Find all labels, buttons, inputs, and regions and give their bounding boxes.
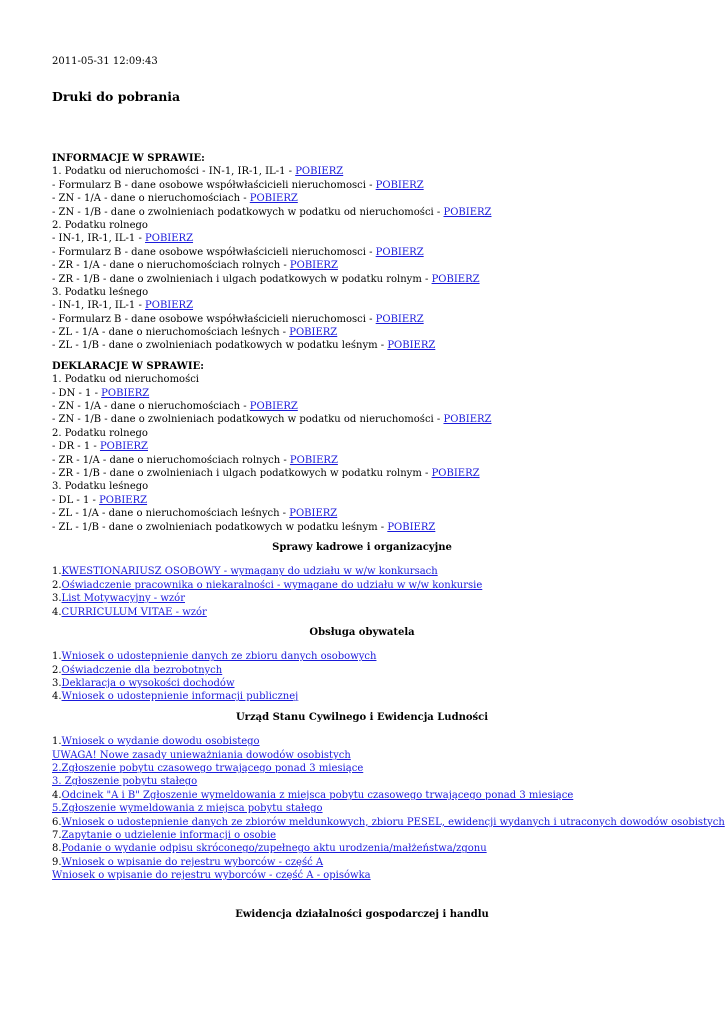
kadry-item bbox=[52, 565, 672, 578]
informacje-item-text: - ZN - 1/B - dane o zwolnieniach podatkowych w podatku od nieruchomości - bbox=[52, 206, 444, 218]
usc-item-link[interactable]: Zapytanie o udzielenie informacji o osobie bbox=[61, 829, 277, 841]
usc-item bbox=[52, 869, 672, 882]
deklaracje-heading: DEKLARACJE W SPRAWIE: bbox=[52, 360, 204, 372]
deklaracje-item-text: - ZL - 1/A - dane o nieruchomościach leśnych - bbox=[52, 508, 290, 520]
deklaracje-item bbox=[52, 454, 672, 467]
informacje-item bbox=[52, 232, 672, 245]
usc-item-link[interactable]: Odcinek "A i B" Zgłoszenie wymeldowania z miejsca pobytu czasowego trwającego ponad 3 miesiące bbox=[61, 789, 574, 801]
informacje-item-text: - IN-1, IR-1, IL-1 - bbox=[52, 300, 146, 312]
informacje-item bbox=[52, 326, 672, 339]
deklaracje-item bbox=[52, 387, 672, 400]
informacje-item bbox=[52, 286, 672, 299]
deklaracje-item bbox=[52, 440, 672, 453]
informacje-item-link[interactable]: POBIERZ bbox=[145, 300, 194, 312]
deklaracje-item bbox=[52, 427, 672, 440]
deklaracje-item-text: - DN - 1 - bbox=[52, 387, 102, 399]
obsluga-item-text: 1. bbox=[52, 651, 62, 663]
deklaracje-item-text: - ZR - 1/B - dane o zwolnieniach i ulgach podatkowych w podatku rolnym - bbox=[52, 467, 432, 479]
kadry-item bbox=[52, 579, 672, 592]
content bbox=[52, 152, 725, 921]
informacje-item-link[interactable]: POBIERZ bbox=[375, 179, 424, 191]
informacje-item bbox=[52, 259, 672, 272]
kadry-item-text: 2. bbox=[52, 579, 62, 591]
deklaracje-item-text: - ZN - 1/A - dane o nieruchomościach - bbox=[52, 401, 250, 413]
obsluga-item-link[interactable]: Deklaracja o wysokości dochodów bbox=[61, 678, 235, 690]
usc-item-link[interactable]: 5.Zgłoszenie wymeldowania z miejsca pobytu stałego bbox=[52, 803, 323, 815]
deklaracje-item-text: - ZN - 1/B - dane o zwolnieniach podatkowych w podatku od nieruchomości - bbox=[52, 414, 444, 426]
deklaracje-item-link[interactable]: POBIERZ bbox=[443, 414, 492, 426]
deklaracje-item bbox=[52, 494, 672, 507]
informacje-item-text: 1. Podatku od nieruchomości - IN-1, IR-1, IL-1 - bbox=[52, 166, 296, 178]
informacje-item-text: - ZL - 1/B - dane o zwolnieniach podatkowych w podatku leśnym - bbox=[52, 340, 388, 352]
informacje-item-link[interactable]: POBIERZ bbox=[295, 166, 344, 178]
informacje-item bbox=[52, 179, 672, 192]
deklaracje-item-link[interactable]: POBIERZ bbox=[249, 401, 298, 413]
informacje-item-link[interactable]: POBIERZ bbox=[443, 206, 492, 218]
informacje-item-text: 2. Podatku rolnego bbox=[52, 219, 148, 231]
usc-item bbox=[52, 802, 672, 815]
informacje-item bbox=[52, 165, 672, 178]
obsluga-item bbox=[52, 690, 672, 703]
informacje-item-link[interactable]: POBIERZ bbox=[249, 193, 298, 205]
informacje-item bbox=[52, 299, 672, 312]
obsluga-item-text: 4. bbox=[52, 691, 62, 703]
deklaracje-item bbox=[52, 413, 672, 426]
deklaracje-item-text: - ZL - 1/B - dane o zwolnieniach podatkowych w podatku leśnym - bbox=[52, 521, 388, 533]
informacje-item bbox=[52, 206, 672, 219]
usc-item-text: 8. bbox=[52, 843, 62, 855]
obsluga-item bbox=[52, 664, 672, 677]
usc-item-text: 1. bbox=[52, 736, 62, 748]
kadry-item-text: 4. bbox=[52, 606, 62, 618]
usc-item bbox=[52, 829, 672, 842]
informacje-item-text: 3. Podatku leśnego bbox=[52, 286, 149, 298]
usc-item-link[interactable]: 3. Zgłoszenie pobytu stałego bbox=[52, 776, 198, 788]
section-title-kadry: Sprawy kadrowe i organizacyjne bbox=[272, 541, 452, 553]
usc-item-text: 9. bbox=[52, 856, 62, 868]
kadry-item bbox=[52, 592, 672, 605]
deklaracje-item-link[interactable]: POBIERZ bbox=[431, 467, 480, 479]
deklaracje-item-text: - DR - 1 - bbox=[52, 441, 100, 453]
usc-item bbox=[52, 749, 672, 762]
deklaracje-item-link[interactable]: POBIERZ bbox=[101, 387, 150, 399]
deklaracje-item bbox=[52, 480, 672, 493]
usc-item bbox=[52, 842, 672, 855]
usc-item-link[interactable]: Wniosek o wpisanie do rejestru wyborców - część A - opisówka bbox=[52, 870, 371, 882]
print-timestamp: 2011-05-31 12:09:43 bbox=[52, 56, 158, 67]
informacje-item bbox=[52, 313, 672, 326]
section-title-obsluga: Obsługa obywatela bbox=[309, 626, 415, 638]
kadry-item-text: 3. bbox=[52, 593, 62, 605]
obsluga-item-text: 2. bbox=[52, 664, 62, 676]
deklaracje-item-link[interactable]: POBIERZ bbox=[387, 521, 436, 533]
informacje-item-text: - ZL - 1/A - dane o nieruchomościach leśnych - bbox=[52, 327, 290, 339]
informacje-item-link[interactable]: POBIERZ bbox=[375, 246, 424, 258]
obsluga-item-link[interactable]: Oświadczenie dla bezrobotnych bbox=[61, 664, 223, 676]
kadry-item-link[interactable]: List Motywacyjny - wzór bbox=[61, 593, 185, 605]
informacje-item-link[interactable]: POBIERZ bbox=[145, 233, 194, 245]
informacje-item-text: - ZR - 1/A - dane o nieruchomościach rolnych - bbox=[52, 260, 290, 272]
usc-item bbox=[52, 762, 672, 775]
obsluga-item-link[interactable]: Wniosek o udostepnienie danych ze zbioru danych osobowych bbox=[61, 651, 377, 663]
informacje-item bbox=[52, 219, 672, 232]
informacje-item-link[interactable]: POBIERZ bbox=[289, 327, 338, 339]
informacje-heading: INFORMACJE W SPRAWIE: bbox=[52, 153, 205, 164]
informacje-item-text: - Formularz B - dane osobowe współwłaścicieli nieruchomosci - bbox=[52, 246, 376, 258]
informacje-item bbox=[52, 192, 672, 205]
obsluga-list bbox=[52, 650, 672, 704]
kadry-item-link[interactable]: KWESTIONARIUSZ OSOBOWY - wymagany do udziału w w/w konkursach bbox=[61, 566, 438, 578]
informacje-item-link[interactable]: POBIERZ bbox=[387, 340, 436, 352]
informacje-item-text: - Formularz B - dane osobowe współwłaścicieli nieruchomosci - bbox=[52, 179, 376, 191]
kadry-item-link[interactable]: Oświadczenie pracownika o niekaralności - wymagane do udziału w w/w konkursie bbox=[61, 579, 483, 591]
obsluga-item bbox=[52, 677, 672, 690]
informacje-item-text: - Formularz B - dane osobowe współwłaścicieli nieruchomosci - bbox=[52, 313, 376, 325]
usc-item-link[interactable]: Podanie o wydanie odpisu skróconego/zupełnego aktu urodzenia/małżeństwa/zgonu bbox=[61, 843, 487, 855]
informacje-item-link[interactable]: POBIERZ bbox=[375, 313, 424, 325]
kadry-item bbox=[52, 606, 672, 619]
deklaracje-item-text: - ZR - 1/A - dane o nieruchomościach rolnych - bbox=[52, 454, 290, 466]
usc-item bbox=[52, 816, 725, 829]
deklaracje-item-link[interactable]: POBIERZ bbox=[289, 508, 338, 520]
informacje-list bbox=[52, 165, 672, 352]
usc-item-link[interactable]: Wniosek o wpisanie do rejestru wyborców - część A bbox=[61, 856, 324, 868]
usc-list bbox=[52, 735, 725, 882]
deklaracje-item bbox=[52, 507, 672, 520]
deklaracje-item-link[interactable]: POBIERZ bbox=[99, 441, 148, 453]
kadry-list bbox=[52, 565, 672, 619]
deklaracje-item-text: 2. Podatku rolnego bbox=[52, 427, 148, 439]
deklaracje-item-link[interactable]: POBIERZ bbox=[99, 494, 148, 506]
informacje-item bbox=[52, 339, 672, 352]
obsluga-item-link[interactable]: Wniosek o udostepnienie informacji publicznej bbox=[61, 691, 299, 703]
usc-item bbox=[52, 789, 672, 802]
section-title-ewidencja: Ewidencja działalności gospodarczej i handlu bbox=[235, 908, 489, 920]
deklaracje-item-link[interactable]: POBIERZ bbox=[289, 454, 338, 466]
deklaracje-item-text: 1. Podatku od nieruchomości bbox=[52, 374, 199, 386]
informacje-item bbox=[52, 273, 672, 286]
obsluga-item bbox=[52, 650, 672, 663]
usc-item bbox=[52, 775, 672, 788]
usc-item-link[interactable]: UWAGA! Nowe zasady unieważniania dowodów osobistych bbox=[52, 749, 351, 761]
usc-item bbox=[52, 856, 672, 869]
page-title: Druki do pobrania bbox=[52, 89, 181, 104]
kadry-item-text: 1. bbox=[52, 566, 62, 578]
informacje-item-text: - ZN - 1/A - dane o nieruchomościach - bbox=[52, 193, 250, 205]
deklaracje-item bbox=[52, 373, 672, 386]
usc-item-link[interactable]: 2.Zgłoszenie pobytu czasowego trwającego ponad 3 miesiące bbox=[52, 763, 364, 775]
informacje-item-text: - ZR - 1/B - dane o zwolnieniach i ulgach podatkowych w podatku rolnym - bbox=[52, 273, 432, 285]
informacje-item-link[interactable]: POBIERZ bbox=[431, 273, 480, 285]
deklaracje-list bbox=[52, 373, 672, 534]
usc-item-text: 7. bbox=[52, 829, 62, 841]
deklaracje-item bbox=[52, 400, 672, 413]
deklaracje-item bbox=[52, 467, 672, 480]
deklaracje-item-text: 3. Podatku leśnego bbox=[52, 481, 149, 493]
informacje-item-link[interactable]: POBIERZ bbox=[289, 260, 338, 272]
usc-item-link[interactable]: Wniosek o udostepnienie danych ze zbiorów meldunkowych, zbioru PESEL, ewidencji wydanych i utraconych dowodów osobistych bbox=[61, 816, 725, 828]
obsluga-item-text: 3. bbox=[52, 678, 62, 690]
usc-item bbox=[52, 735, 672, 748]
deklaracje-item-text: - DL - 1 - bbox=[52, 494, 100, 506]
informacje-item bbox=[52, 246, 672, 259]
deklaracje-item bbox=[52, 521, 672, 534]
usc-item-text: 6. bbox=[52, 816, 62, 828]
usc-item-link[interactable]: Wniosek o wydanie dowodu osobistego bbox=[61, 736, 260, 748]
kadry-item-link[interactable]: CURRICULUM VITAE - wzór bbox=[61, 606, 207, 618]
section-title-usc: Urząd Stanu Cywilnego i Ewidencja Ludności bbox=[235, 711, 489, 723]
usc-item-text: 4. bbox=[52, 789, 62, 801]
informacje-item-text: - IN-1, IR-1, IL-1 - bbox=[52, 233, 146, 245]
